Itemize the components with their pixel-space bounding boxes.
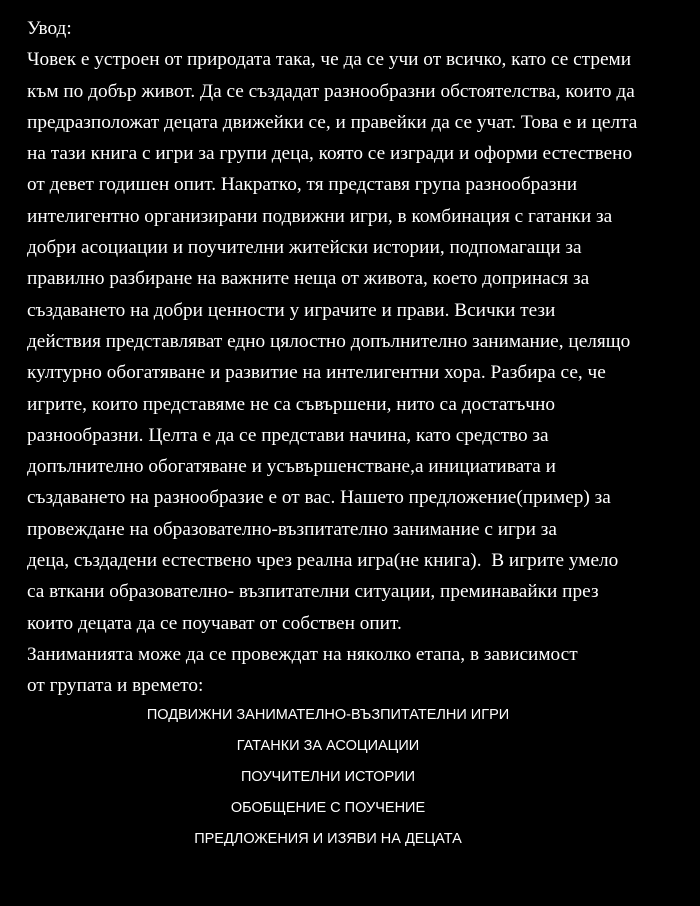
- text-line: правилно разбиране на важните неща от живота, което допринася за: [27, 268, 590, 290]
- text-line: от девет годишен опит. Накратко, тя представя група разнообразни: [27, 174, 578, 196]
- text-line: към по добър живот. Да се създадат разнообразни обстоятелства, които да: [27, 80, 635, 102]
- stage-item: ПРЕДЛОЖЕНИЯ И ИЗЯВИ НА ДЕЦАТА: [194, 831, 462, 847]
- text-line: провеждане на образователно-възпитателно занимание с игри за: [27, 518, 557, 540]
- intro-text: [27, 13, 687, 702]
- text-line: от групата и времето:: [27, 675, 204, 697]
- text-line: създаването на разнообразие е от вас. Нашето предложение(пример) за: [27, 487, 611, 509]
- text-line: действия представляват едно цялостно допълнително занимание, целящо: [27, 330, 631, 352]
- intro-heading: Увод:: [27, 18, 72, 39]
- text-line: които децата да се поучават от собствен опит.: [27, 612, 402, 634]
- text-line: игрите, които представяме не са съвършени, нито са достатъчно: [27, 393, 555, 415]
- stage-item: ГАТАНКИ ЗА АСОЦИАЦИИ: [236, 738, 420, 754]
- stage-item: ПОДВИЖНИ ЗАНИМАТЕЛНО-ВЪЗПИТАТЕЛНИ ИГРИ: [146, 707, 510, 723]
- text-line: допълнително обогатяване и усъвършенстване,а инициативата и: [27, 456, 556, 478]
- text-line: интелигентно организирани подвижни игри, в комбинация с гатанки за: [27, 205, 613, 227]
- stage-item: ОБОБЩЕНИЕ С ПОУЧЕНИЕ: [230, 800, 426, 816]
- text-line: предразположат децата движейки се, и правейки да се учат. Това е и целта: [27, 111, 638, 133]
- text-line: Заниманията може да се провеждат на няколко етапа, в зависимост: [27, 643, 578, 665]
- stage-item: ПОУЧИТЕЛНИ ИСТОРИИ: [240, 769, 416, 785]
- text-line: Човек е устроен от природата така, че да се учи от всичко, като се стреми: [27, 49, 632, 71]
- text-line: културно обогатяване и развитие на интелигентни хора. Разбира се, че: [27, 362, 606, 384]
- text-line: създаването на добри ценности у играчите и прави. Всички тези: [27, 299, 556, 321]
- text-line: деца, създадени естествено чрез реална игра(не книга). В игрите умело: [27, 550, 619, 572]
- stages-list: [0, 700, 656, 855]
- text-line: добри асоциации и поучителни житейски истории, подпомагащи за: [27, 237, 582, 259]
- text-line: на тази книга с игри за групи деца, която се изгради и оформи естествено: [27, 143, 633, 165]
- text-line: са вткани образователно- възпитателни ситуации, преминавайки през: [27, 581, 599, 603]
- text-line: разнообразни. Целта е да се представи начина, като средство за: [27, 424, 549, 446]
